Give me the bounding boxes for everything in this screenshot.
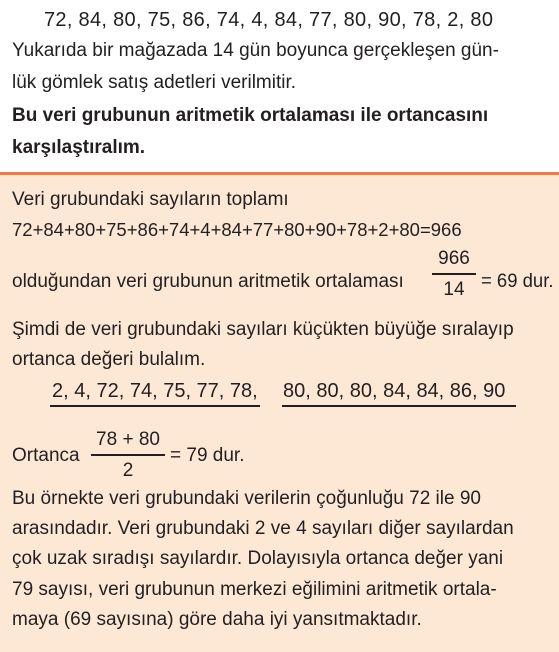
median-result: = 79 dur.	[170, 445, 245, 466]
sort-line-1: Şimdi de veri grubundaki sayıları küçükten büyüğe sıralayıp	[12, 319, 514, 340]
mean-fraction-bar	[432, 273, 476, 275]
solution-section	[0, 175, 559, 652]
data-values-line: 72, 84, 80, 75, 86, 74, 4, 84, 77, 80, 90, 78, 2, 80	[44, 9, 494, 31]
median-denominator: 2	[122, 459, 134, 481]
second-half-underline	[282, 405, 516, 407]
sum-intro: Veri grubundaki sayıların toplamı	[12, 189, 289, 210]
conclusion-line-5: maya (69 sayısına) göre daha iyi yansıtmaktadır.	[12, 609, 422, 630]
mean-numerator: 966	[438, 248, 470, 269]
sorted-first-half: 2, 4, 72, 74, 75, 77, 78,	[52, 380, 258, 402]
sum-expression: 72+84+80+75+86+74+4+84+77+80+90+78+2+80=966	[12, 219, 462, 240]
task-line-2: karşılaştıralım.	[12, 137, 146, 158]
sorted-second-half: 80, 80, 80, 84, 84, 86, 90	[283, 380, 506, 402]
mean-denominator: 14	[443, 278, 465, 300]
conclusion-line-2: arasındadır. Veri grubundaki 2 ve 4 sayıları diğer sayılardan	[12, 518, 514, 539]
median-numerator: 78 + 80	[96, 429, 160, 450]
mean-fraction	[432, 248, 476, 301]
problem-statement-line-1: Yukarıda bir mağazada 14 gün boyunca gerçekleşen gün-	[12, 40, 499, 61]
task-line-1: Bu veri grubunun aritmetik ortalaması ile ortancasını	[12, 105, 489, 126]
problem-section	[0, 0, 559, 172]
first-half-underline	[50, 405, 260, 407]
problem-statement-line-2: lük gömlek satış adetleri verilmitir.	[12, 72, 297, 93]
median-fraction	[91, 429, 165, 482]
mean-result: = 69 dur.	[481, 271, 554, 292]
median-label: Ortanca	[12, 445, 80, 466]
conclusion-line-1: Bu örnekte veri grubundaki verilerin çoğunluğu 72 ile 90	[12, 488, 481, 509]
conclusion-line-3: çok uzak sıradışı sayılardır. Dolayısıyla ortanca değer yani	[12, 548, 504, 569]
mean-text: olduğundan veri grubunun aritmetik ortalaması	[12, 271, 404, 292]
conclusion-line-4: 79 sayısı, veri grubunun merkezi eğilimini aritmetik ortala-	[12, 579, 497, 600]
sort-line-2: ortanca değeri bulalım.	[12, 349, 206, 370]
median-fraction-bar	[91, 454, 165, 456]
